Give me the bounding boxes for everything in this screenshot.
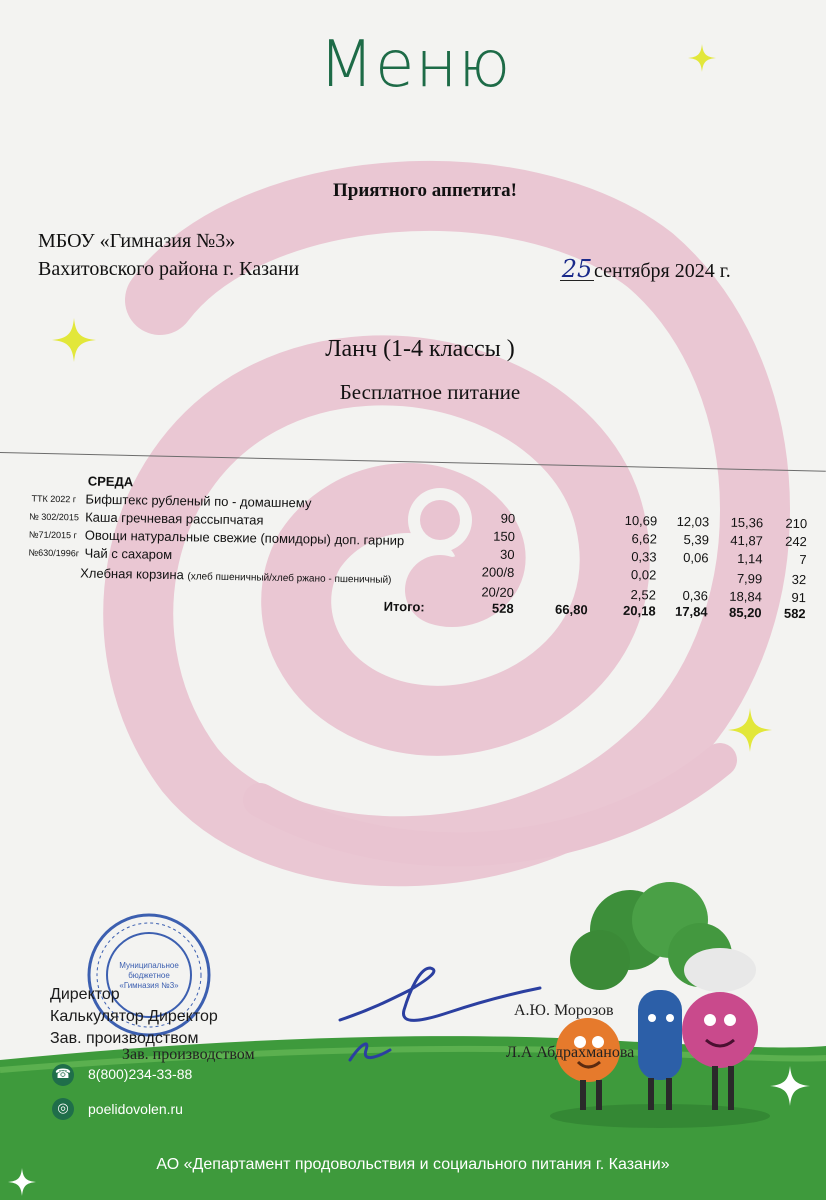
phone-icon: ☎ [52,1064,74,1086]
fat-value: 0,36 [682,587,709,604]
recipe-code: №71/2015 г [28,529,77,541]
meal-name: Ланч (1-4 классы ) [325,336,515,362]
weight-value: 20/20 [481,584,515,600]
total-label: Итого: [383,598,425,615]
carb-value: 41,87 [730,532,764,549]
dish-name: Чай с сахаром [84,545,173,563]
svg-text:бюджетное: бюджетное [128,971,170,980]
total-protein: 20,18 [622,602,656,619]
total-fat: 17,84 [674,603,708,620]
globe-icon: ◎ [52,1098,74,1120]
kcal-value: 91 [791,589,807,606]
protein-value: 10,69 [624,512,658,529]
menu-date [560,255,731,283]
carb-value: 7,99 [736,570,763,587]
production-head-name: Л.А Абдрахманова [506,1044,635,1061]
fat-value: 0,06 [683,549,709,566]
meal-type: Бесплатное питание [339,380,521,404]
protein-value: 0,33 [631,549,657,565]
total-price: 66,80 [554,601,588,618]
footer-organization: АО «Департамент продовольствия и социального питания г. Казани» [156,1156,670,1173]
production-head-label-2: Зав. производством [122,1046,255,1063]
bread-basket-note: (хлеб пшеничный/хлеб ржано - пшеничный) [187,571,392,586]
weight-value: 200/8 [481,564,515,580]
carb-value: 18,84 [729,588,763,605]
day-label: СРЕДА [87,473,134,490]
kcal-value: 32 [791,571,807,588]
greeting: Приятного аппетита! [332,180,517,201]
weight-value: 30 [500,546,515,562]
phone-number[interactable]: 8(800)234-33-88 [88,1066,193,1082]
kcal-value: 242 [785,533,808,550]
weight-value: 150 [493,528,516,544]
recipe-code: №630/1996г [28,547,80,559]
protein-value: 0,02 [630,567,657,583]
protein-value: 6,62 [631,531,658,547]
school-name: МБОУ «Гимназия №3» [38,230,236,252]
date-day: 25 [561,255,593,283]
date-month-year: сентября 2024 г. [594,260,731,282]
total-weight: 528 [491,600,514,616]
star-icon [688,44,716,72]
recipe-code: ТТК 2022 г [31,493,77,505]
weight-value: 90 [500,510,516,526]
svg-text:Муниципальное: Муниципальное [119,961,179,970]
dish-name [80,565,392,585]
dish-name: Овощи натуральные свежие (помидоры) доп. гарнир [84,527,405,549]
menu-table [0,470,826,624]
star-icon [728,708,772,752]
carb-value: 15,36 [730,514,764,531]
calculator-director-label: Калькулятор Директор [50,1008,218,1025]
dish-name: Каша гречневая рассыпчатая [85,509,264,528]
star-icon [52,318,96,362]
star-icon [770,1066,810,1106]
kcal-value: 210 [785,515,808,532]
website-link[interactable]: poelidovolen.ru [88,1101,183,1117]
dish-name: Бифштекс рубленый по - домашнему [85,491,312,511]
fat-value: 5,39 [683,531,710,548]
menu-title: Меню [318,28,512,102]
carb-value: 1,14 [737,550,763,567]
total-carb: 85,20 [728,604,762,621]
production-head-label: Зав. производством [50,1030,199,1047]
fat-value: 12,03 [676,513,710,530]
kcal-value: 7 [799,551,807,568]
total-kcal: 582 [783,605,806,622]
director-name: А.Ю. Морозов [514,1002,614,1019]
recipe-code: № 302/2015 [29,511,79,523]
protein-value: 2,52 [630,587,657,603]
school-district: Вахитовского района г. Казани [38,258,300,280]
bread-basket-label: Хлебная корзина [80,565,184,583]
svg-text:«Гимназия №3»: «Гимназия №3» [119,981,179,990]
director-label: Директор [50,986,120,1003]
